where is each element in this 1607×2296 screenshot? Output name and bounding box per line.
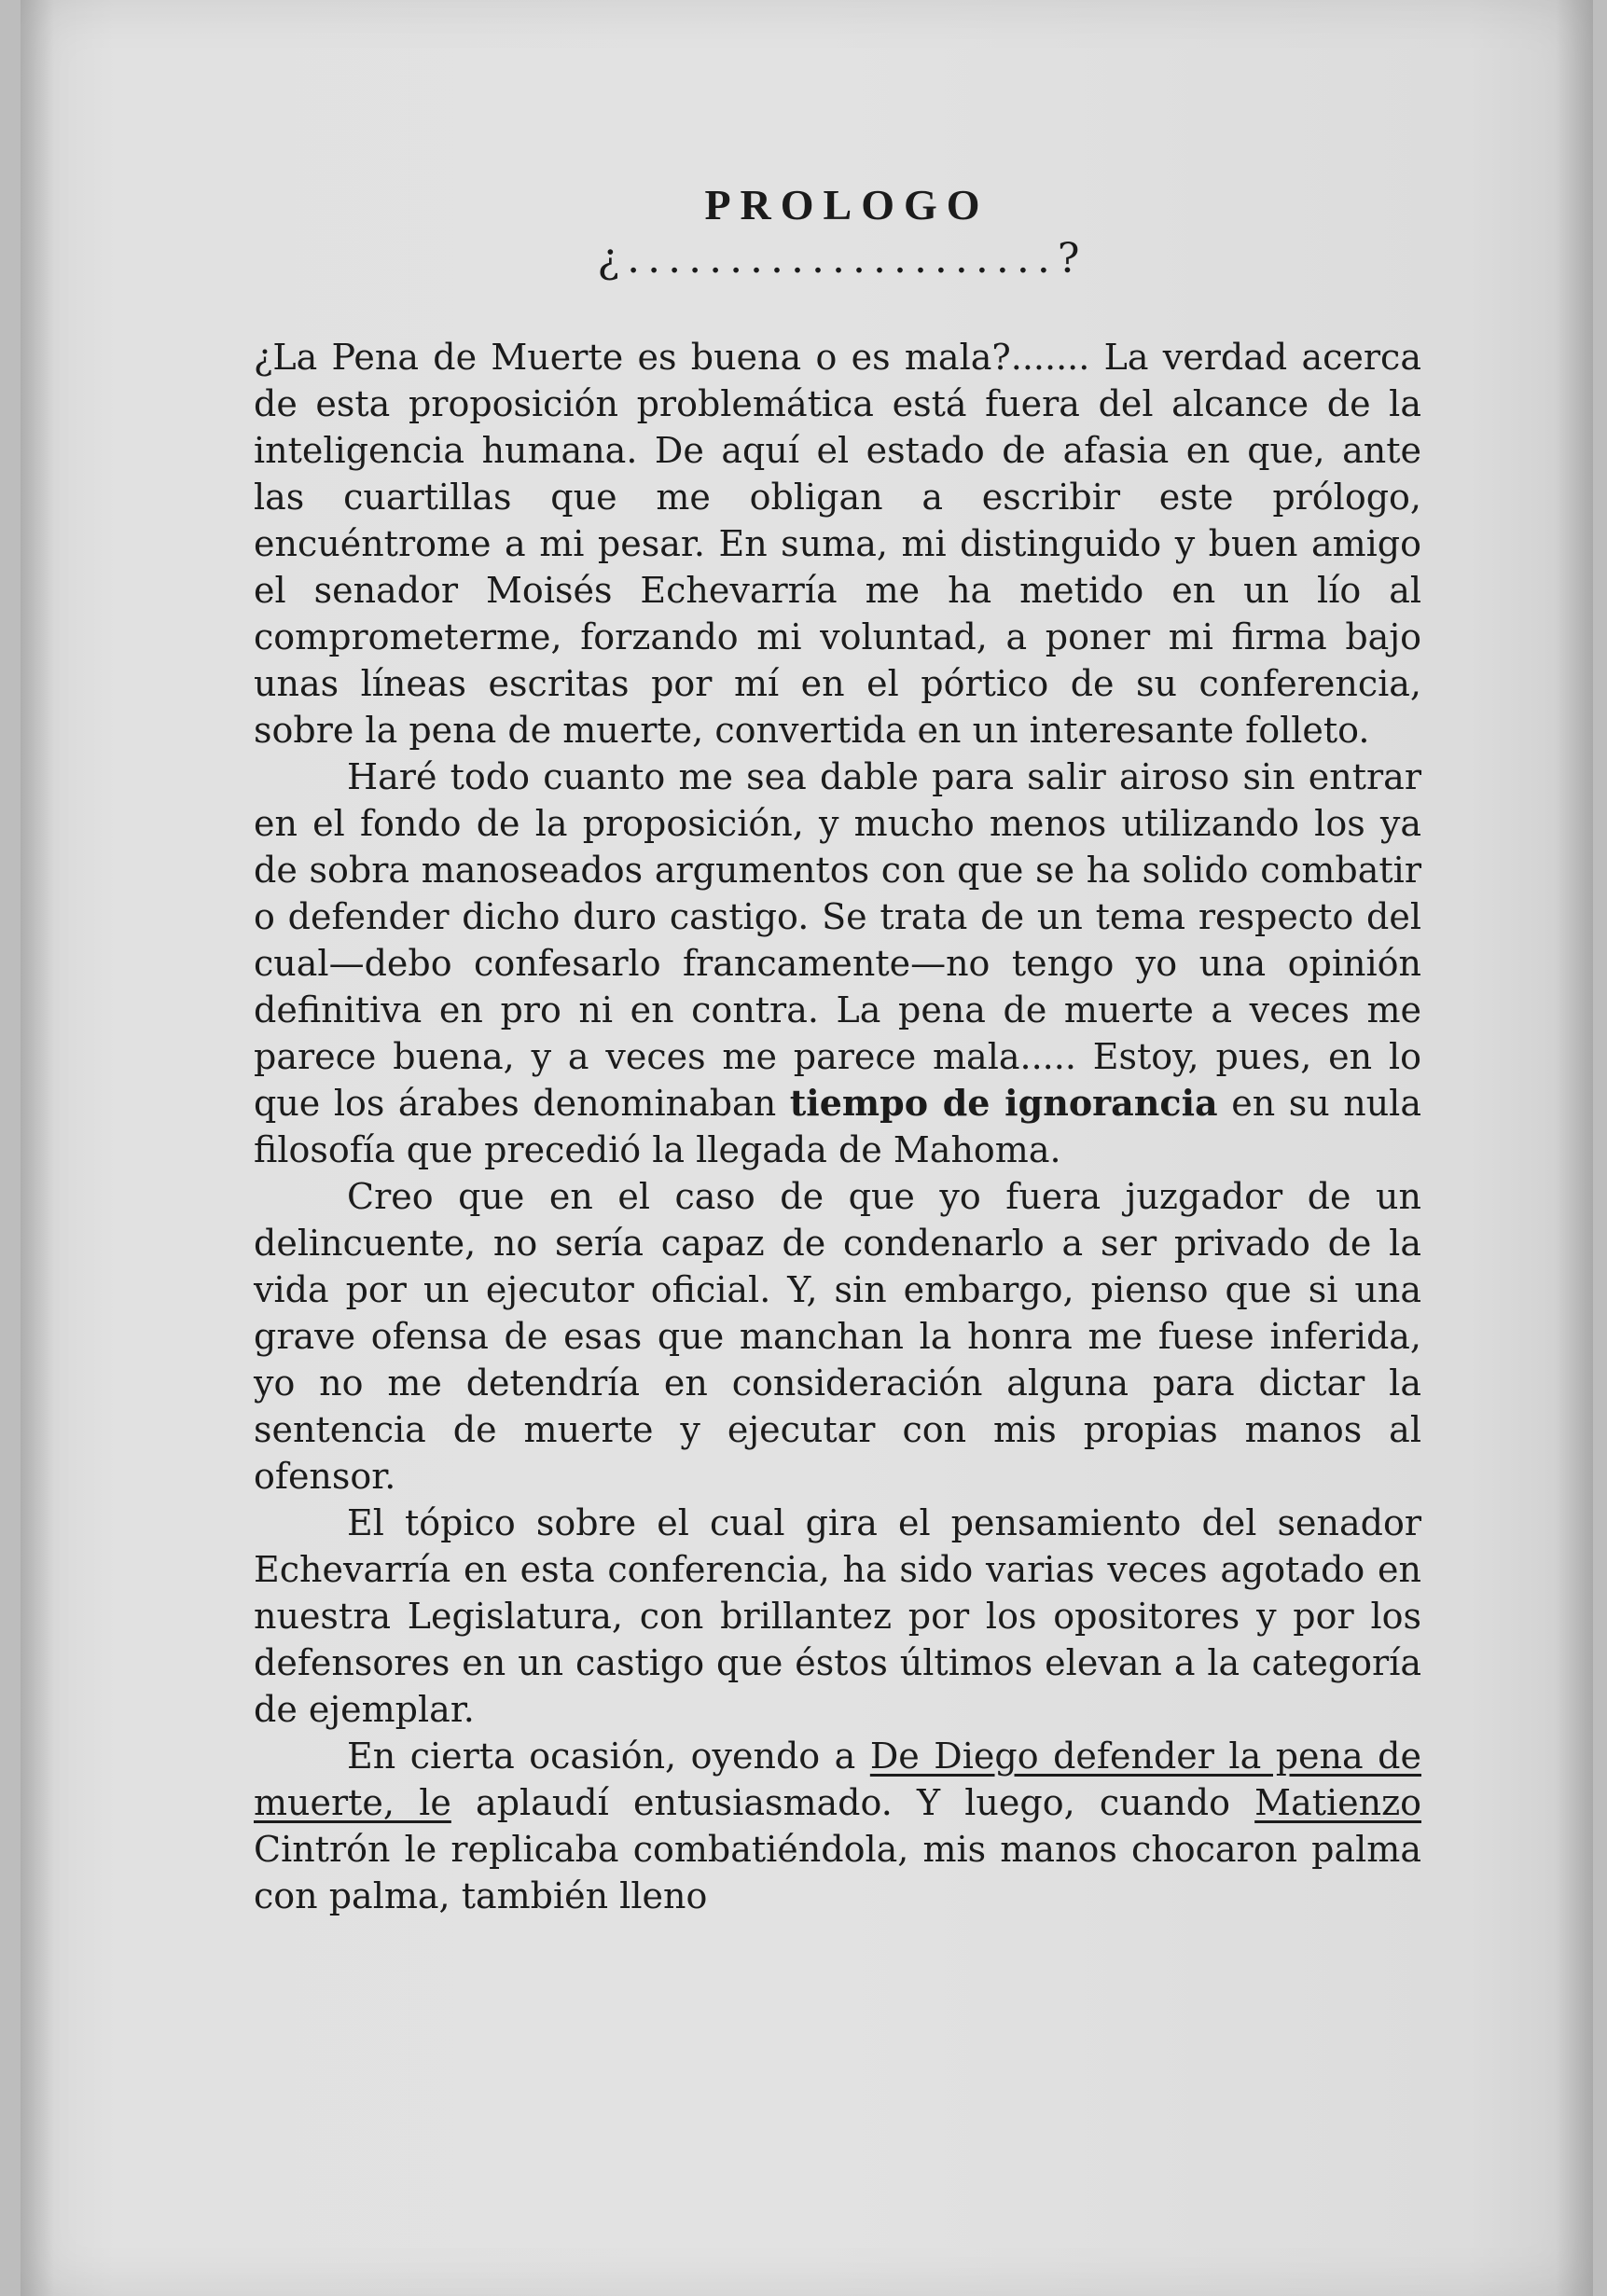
paragraph-5-underlined-2: Matienzo bbox=[1254, 1782, 1422, 1823]
paragraph-5-underlined-1: De Diego defender la pena de muerte, le bbox=[254, 1736, 1421, 1823]
page-title: PROLOGO bbox=[704, 181, 990, 228]
paragraph-3: Creo que en el caso de que yo fuera juzgador de un delincuente, no sería capaz de condenarlo a ser privado de la vida por un ejecutor oficial. Y, sin embargo, pienso que si una grave ofensa de esas que manchan la honra me fuese inferida, yo no me detendría en consideración alguna para dictar la sentencia de muerte y ejecutar con mis propias manos al ofensor. bbox=[254, 1176, 1421, 1497]
paragraph-5-before: En cierta ocasión, oyendo a bbox=[347, 1736, 856, 1777]
paragraph-5-after: Cintrón le replicaba combatiéndola, mis manos chocaron palma con palma, también lleno bbox=[254, 1829, 1421, 1916]
paragraph-4: El tópico sobre el cual gira el pensamiento del senador Echevarría en esta conferencia, ha sido varias veces agotado en nuestra Legislatura, con brillantez por los opositores y por los defensores en un castigo que éstos últimos elevan a la categoría de ejemplar. bbox=[254, 1502, 1421, 1730]
page-subtitle: ¿.....................? bbox=[597, 235, 1087, 283]
paragraph-2-text: Haré todo cuanto me sea dable para salir airoso sin entrar en el fondo de la proposición, y mucho menos utilizando los ya de sobra manoseados argumentos con que se ha solido combatir o defender dicho duro castigo. Se trata de un tema respecto del cual—debo confesarlo francamente—no tengo yo una opinión definitiva en pro ni en contra. La pena de muerte a veces me parece buena, y a veces me parece mala..... Estoy, pues, en lo que los árabes denominaban bbox=[254, 756, 1421, 1124]
paragraph-5-middle: aplaudí entusiasmado. Y luego, cuando bbox=[476, 1782, 1230, 1823]
paragraph-2-bold: tiempo de ignorancia bbox=[789, 1082, 1218, 1124]
page-left-shadow bbox=[21, 0, 54, 2296]
paragraph-5 bbox=[254, 1733, 1421, 1919]
scanned-page bbox=[21, 0, 1593, 2296]
paragraph-1: ¿La Pena de Muerte es buena o es mala?....... La verdad acerca de esta proposición problemática está fuera del alcance de la inteligencia humana. De aquí el estado de afasia en que, ante las cuartillas que me obligan a escribir este prólogo, encuéntrome a mi pesar. En suma, mi distinguido y buen amigo el senador Moisés Echevarría me ha metido en un lío al comprometerme, forzando mi voluntad, a poner mi firma bajo unas líneas escritas por mí en el pórtico de su conferencia, sobre la pena de muerte, convertida en un interesante folleto. bbox=[254, 337, 1421, 751]
paragraph-2 bbox=[254, 754, 1421, 1173]
page-content bbox=[254, 177, 1421, 1919]
page-right-shadow bbox=[1556, 0, 1593, 2296]
paragraph-2-after: en su nula filosofía que precedió la llegada de Mahoma. bbox=[254, 1083, 1421, 1170]
